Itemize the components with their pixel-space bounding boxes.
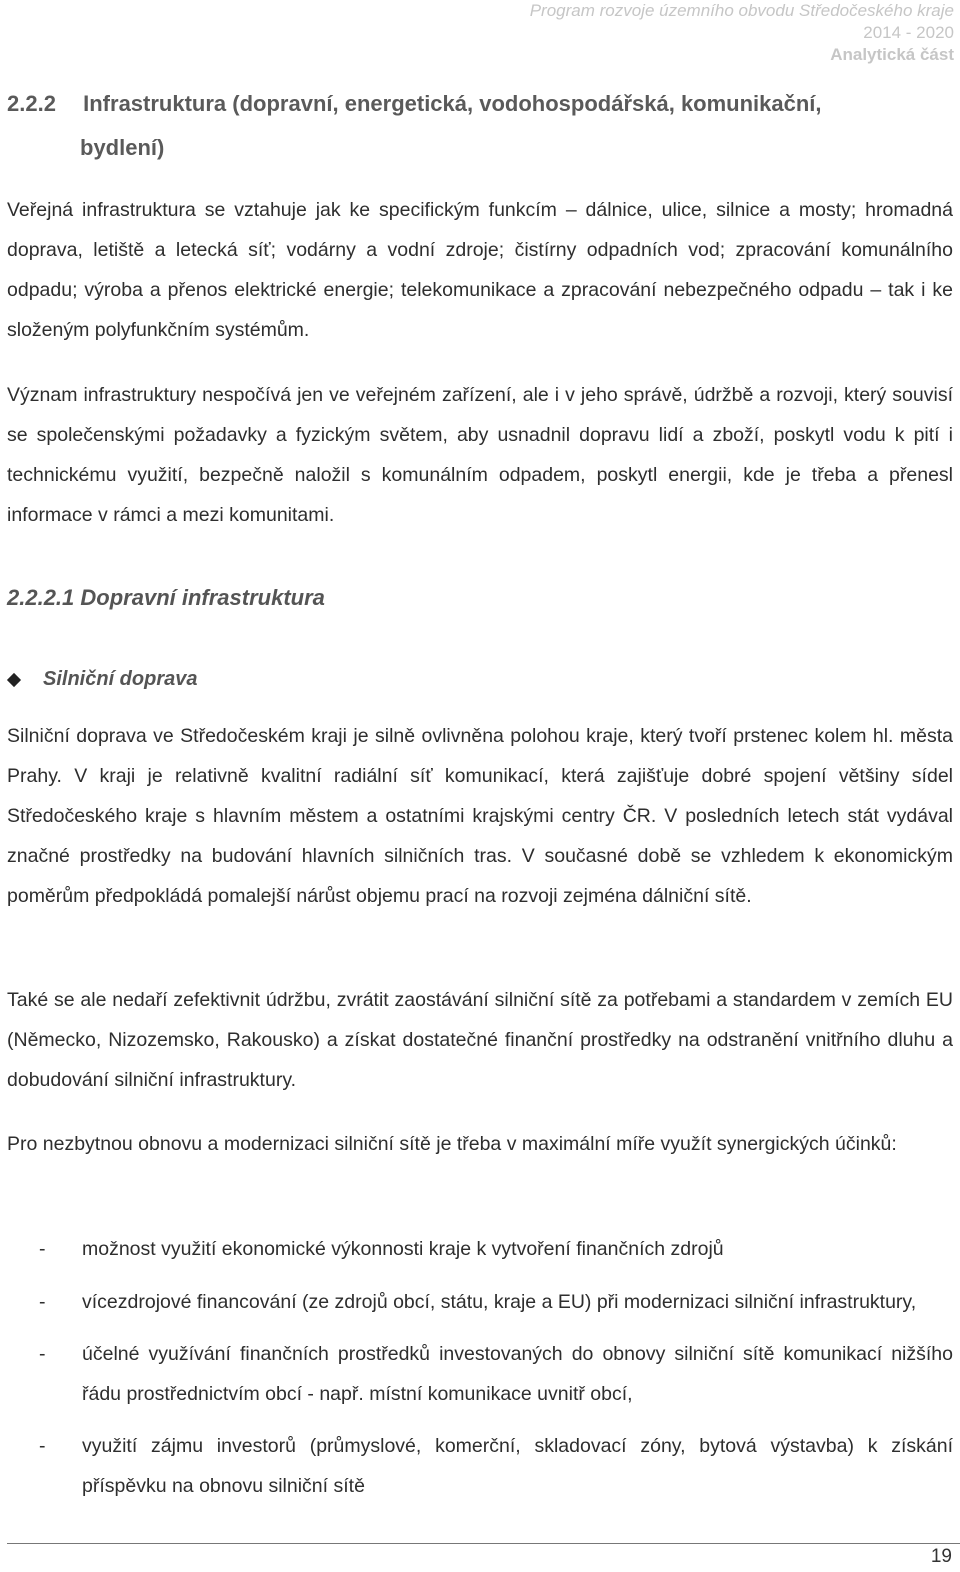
- section-title-line1: Infrastruktura (dopravní, energetická, vodohospodářská, komunikační,: [83, 91, 822, 116]
- page-header: [530, 0, 954, 66]
- paragraph-maintenance: Také se ale nedaří zefektivnit údržbu, zvrátit zaostávání silniční sítě za potřebami a standardem v zemích EU (Německo, Nizozemsko, Rakousko) a získat dostatečné finanční prostředky na odstranění vnitřního dluhu a dobudování silniční infrastruktury.: [7, 989, 953, 1091]
- list-dash: -: [39, 1291, 46, 1313]
- list-item: [7, 1282, 953, 1322]
- subsection-number: 2.2.2.1: [7, 585, 75, 610]
- diamond-bullet-icon: [7, 672, 21, 686]
- subsection-title: Dopravní infrastruktura: [80, 585, 325, 610]
- list-item-text: účelné využívání finančních prostředků investovaných do obnovy silniční sítě komunikací nižšího řádu prostřednictvím obcí - např. místní komunikace uvnitř obcí,: [82, 1343, 953, 1405]
- list-item: [7, 1426, 953, 1506]
- paragraph-synergy: Pro nezbytnou obnovu a modernizaci silniční sítě je třeba v maximální míře využít synergických účinků:: [7, 1133, 897, 1155]
- synergy-list: [7, 1229, 953, 1506]
- section-heading: [7, 82, 953, 170]
- header-years: 2014 - 2020: [863, 23, 954, 42]
- list-dash: -: [39, 1343, 46, 1365]
- list-item-text: vícezdrojové financování (ze zdrojů obcí, státu, kraje a EU) při modernizaci silniční infrastruktury,: [82, 1291, 917, 1313]
- list-item-text: možnost využití ekonomické výkonnosti kraje k vytvoření finančních zdrojů: [82, 1238, 724, 1260]
- list-item-text: využití zájmu investorů (průmyslové, komerční, skladovací zóny, bytová výstavba) k získání příspěvku na obnovu silniční sítě: [82, 1435, 953, 1497]
- list-dash: -: [39, 1238, 46, 1260]
- list-item: [7, 1334, 953, 1414]
- paragraph-public-infrastructure: Veřejná infrastruktura se vztahuje jak ke specifickým funkcím – dálnice, ulice, silnice a mosty; hromadná doprava, letiště a letecká síť; vodárny a vodní zdroje; čistírny odpadních vod; zpracování komunálního odpadu; výroba a přenos elektrické energie; telekomunikace a zpracování nebezpečného odpadu – tak i ke složeným polyfunkčním systémům.: [7, 199, 953, 341]
- section-number: 2.2.2: [7, 91, 56, 116]
- section-title-line2: bydlení): [80, 135, 165, 160]
- paragraph-infrastructure-importance: Význam infrastruktury nespočívá jen ve veřejném zařízení, ale i v jeho správě, údržbě a rozvoji, který souvisí se společenskými požadavky a fyzickým světem, aby usnadnil dopravu lidí a zboží, poskytl vodu k pití i technickému využití, bezpečně naložil s komunálním odpadem, poskytl energii, kde je třeba a přenesl informace v rámci a mezi komunitami.: [7, 384, 953, 526]
- page-number: 19: [930, 1546, 952, 1567]
- footer-divider: [7, 1543, 960, 1544]
- subsubsection-heading: [7, 668, 197, 691]
- subsubsection-title: Silniční doprava: [43, 668, 198, 690]
- list-dash: -: [39, 1435, 46, 1457]
- subsection-heading: [7, 585, 325, 611]
- list-item: [7, 1229, 953, 1269]
- header-program-title: Program rozvoje územního obvodu Středočeského kraje: [529, 1, 954, 20]
- header-part: Analytická část: [830, 45, 954, 64]
- paragraph-road-transport: Silniční doprava ve Středočeském kraji je silně ovlivněna polohou kraje, který tvoří prstenec kolem hl. města Prahy. V kraji je relativně kvalitní radiální síť komunikací, která zajišťuje dobré spojení většiny sídel Středočeského kraje s hlavním městem a ostatními krajskými centry ČR. V posledních letech stát vydával značné prostředky na budování hlavních silničních tras. V současné době se vzhledem k ekonomickým poměrům předpokládá pomalejší nárůst objemu prací na rozvoji zejména dálniční sítě.: [7, 725, 953, 907]
